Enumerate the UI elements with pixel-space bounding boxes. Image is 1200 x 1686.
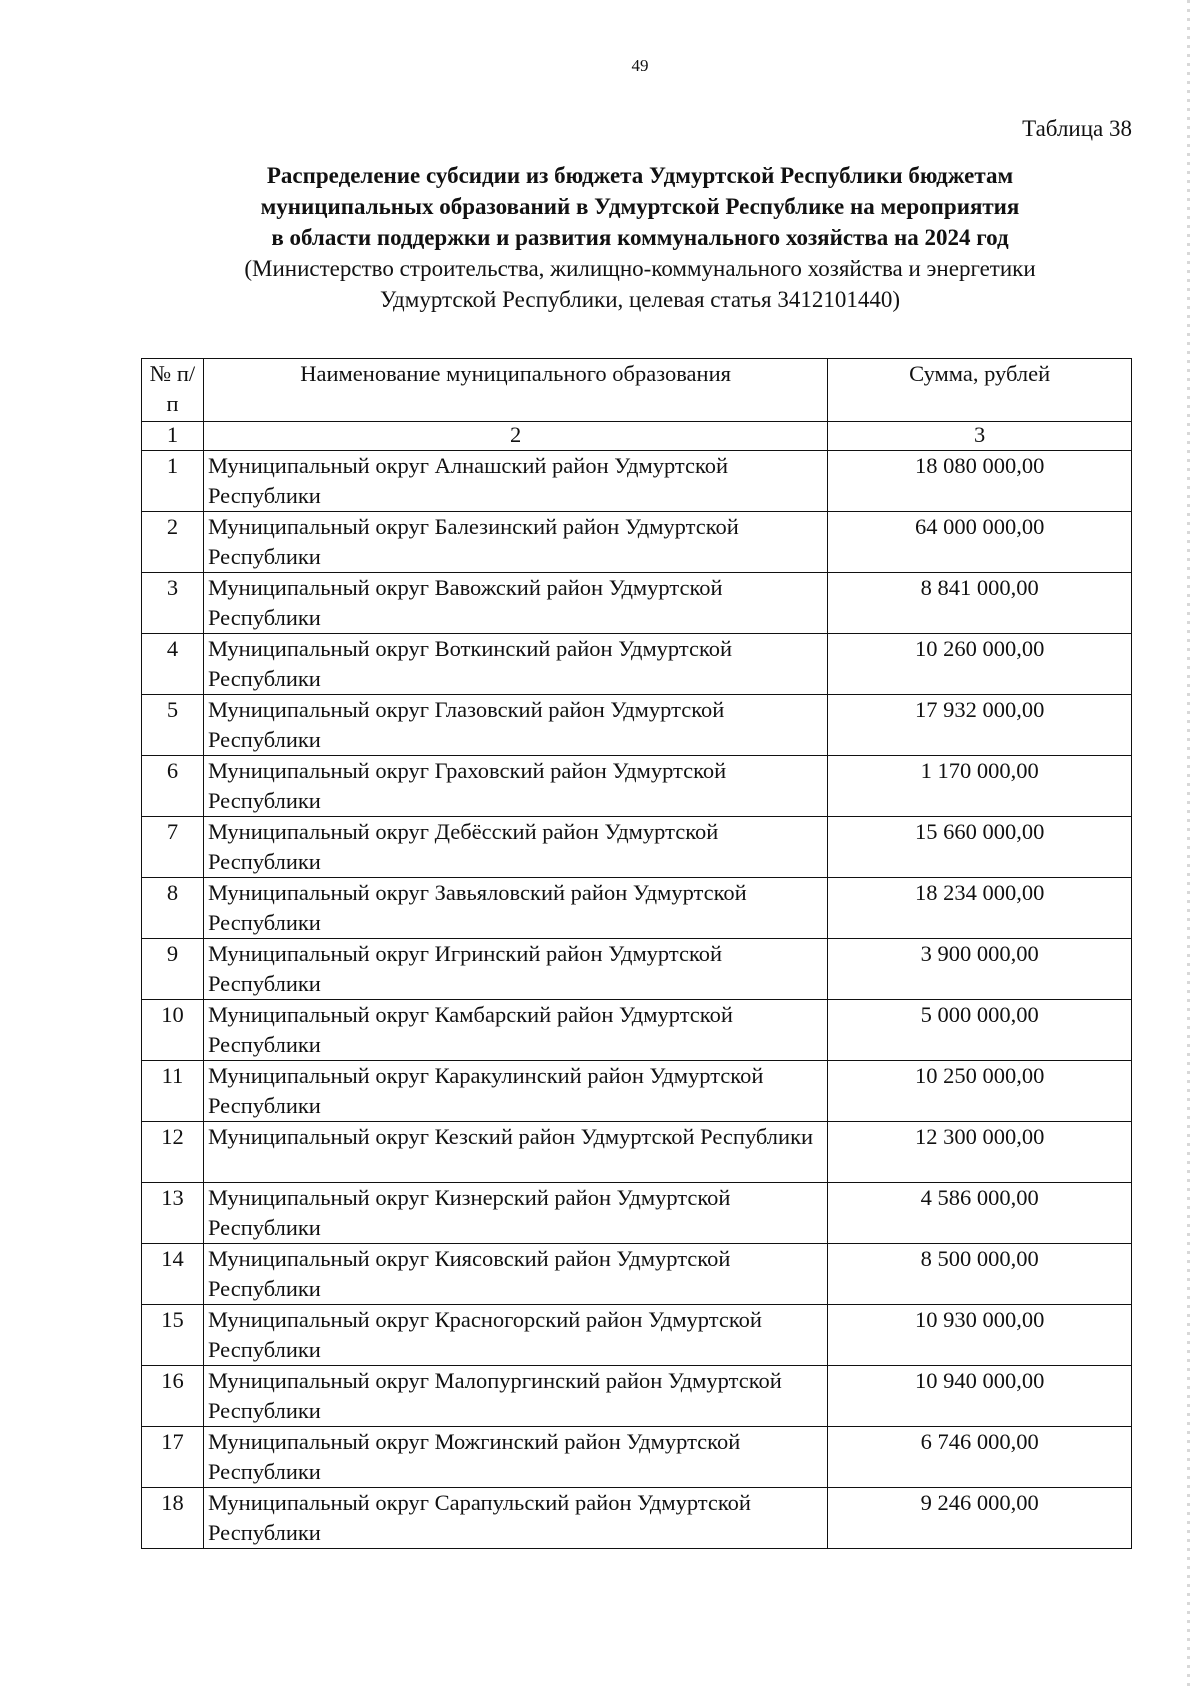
heading-subtitle-line: Удмуртской Республики, целевая статья 3412101440) [380, 287, 900, 312]
table-row [142, 1244, 1132, 1305]
subsidy-amount: 17 932 000,00 [828, 695, 1132, 756]
municipality-name: Муниципальный округ Кизнерский район Удмуртской Республики [203, 1183, 827, 1244]
header-sum: Сумма, рублей [828, 359, 1132, 422]
subsidy-amount: 6 746 000,00 [828, 1427, 1132, 1488]
document-heading [140, 160, 1140, 315]
table-row [142, 1000, 1132, 1061]
row-number: 8 [142, 878, 204, 939]
table-row [142, 1366, 1132, 1427]
subsidy-amount: 3 900 000,00 [828, 939, 1132, 1000]
row-number: 9 [142, 939, 204, 1000]
municipality-name: Муниципальный округ Граховский район Удмуртской Республики [203, 756, 827, 817]
table-row [142, 451, 1132, 512]
table-row [142, 1305, 1132, 1366]
subsidy-amount: 10 930 000,00 [828, 1305, 1132, 1366]
subsidy-amount: 8 500 000,00 [828, 1244, 1132, 1305]
municipality-name: Муниципальный округ Сарапульский район Удмуртской Республики [203, 1488, 827, 1549]
municipality-name: Муниципальный округ Кезский район Удмуртской Республики [203, 1122, 827, 1183]
municipality-name: Муниципальный округ Можгинский район Удмуртской Республики [203, 1427, 827, 1488]
row-number: 6 [142, 756, 204, 817]
table-row [142, 1061, 1132, 1122]
municipality-name: Муниципальный округ Киясовский район Удмуртской Республики [203, 1244, 827, 1305]
heading-subtitle-line: (Министерство строительства, жилищно-коммунального хозяйства и энергетики [244, 256, 1036, 281]
row-number: 13 [142, 1183, 204, 1244]
heading-title-line: Распределение субсидии из бюджета Удмуртской Республики бюджетам [266, 163, 1014, 188]
subsidy-amount: 1 170 000,00 [828, 756, 1132, 817]
subsidy-amount: 10 260 000,00 [828, 634, 1132, 695]
column-number: 2 [203, 422, 827, 451]
municipality-name: Муниципальный округ Глазовский район Удмуртской Республики [203, 695, 827, 756]
page-number: 49 [631, 56, 649, 75]
row-number: 3 [142, 573, 204, 634]
row-number: 14 [142, 1244, 204, 1305]
subsidy-amount: 18 234 000,00 [828, 878, 1132, 939]
municipality-name: Муниципальный округ Камбарский район Удмуртской Республики [203, 1000, 827, 1061]
table-row [142, 634, 1132, 695]
column-number: 3 [828, 422, 1132, 451]
table-row [142, 573, 1132, 634]
municipality-name: Муниципальный округ Каракулинский район Удмуртской Республики [203, 1061, 827, 1122]
table-row [142, 1122, 1132, 1183]
municipality-name: Муниципальный округ Балезинский район Удмуртской Республики [203, 512, 827, 573]
row-number: 17 [142, 1427, 204, 1488]
scan-edge-artifact [1187, 0, 1190, 1686]
subsidy-table [141, 358, 1132, 1549]
row-number: 15 [142, 1305, 204, 1366]
table-row [142, 878, 1132, 939]
subsidy-amount: 10 940 000,00 [828, 1366, 1132, 1427]
row-number: 2 [142, 512, 204, 573]
table-label: Таблица 38 [1022, 116, 1132, 141]
row-number: 4 [142, 634, 204, 695]
municipality-name: Муниципальный округ Завьяловский район Удмуртской Республики [203, 878, 827, 939]
table-row [142, 817, 1132, 878]
table-row [142, 756, 1132, 817]
subsidy-amount: 4 586 000,00 [828, 1183, 1132, 1244]
subsidy-amount: 12 300 000,00 [828, 1122, 1132, 1183]
column-number-row [142, 422, 1132, 451]
row-number: 12 [142, 1122, 204, 1183]
municipality-name: Муниципальный округ Малопургинский район Удмуртской Республики [203, 1366, 827, 1427]
subsidy-amount: 15 660 000,00 [828, 817, 1132, 878]
municipality-name: Муниципальный округ Дебёсский район Удмуртской Республики [203, 817, 827, 878]
subsidy-amount: 5 000 000,00 [828, 1000, 1132, 1061]
table-body [142, 451, 1132, 1549]
row-number: 5 [142, 695, 204, 756]
header-name: Наименование муниципального образования [203, 359, 827, 422]
row-number: 16 [142, 1366, 204, 1427]
table-row [142, 1488, 1132, 1549]
column-number: 1 [142, 422, 204, 451]
table-row [142, 939, 1132, 1000]
subsidy-amount: 8 841 000,00 [828, 573, 1132, 634]
row-number: 7 [142, 817, 204, 878]
table-row [142, 512, 1132, 573]
heading-title-line: в области поддержки и развития коммунального хозяйства на 2024 год [271, 225, 1009, 250]
municipality-name: Муниципальный округ Красногорский район Удмуртской Республики [203, 1305, 827, 1366]
municipality-name: Муниципальный округ Воткинский район Удмуртской Республики [203, 634, 827, 695]
row-number: 18 [142, 1488, 204, 1549]
subsidy-amount: 10 250 000,00 [828, 1061, 1132, 1122]
municipality-name: Муниципальный округ Алнашский район Удмуртской Республики [203, 451, 827, 512]
heading-title-line: муниципальных образований в Удмуртской Республике на мероприятия [260, 194, 1020, 219]
header-num: № п/п [142, 359, 204, 422]
row-number: 11 [142, 1061, 204, 1122]
subsidy-amount: 64 000 000,00 [828, 512, 1132, 573]
table-row [142, 1427, 1132, 1488]
table-row [142, 1183, 1132, 1244]
table-row [142, 695, 1132, 756]
municipality-name: Муниципальный округ Вавожский район Удмуртской Республики [203, 573, 827, 634]
municipality-name: Муниципальный округ Игринский район Удмуртской Республики [203, 939, 827, 1000]
table-header-row [142, 359, 1132, 422]
subsidy-amount: 9 246 000,00 [828, 1488, 1132, 1549]
subsidy-amount: 18 080 000,00 [828, 451, 1132, 512]
row-number: 1 [142, 451, 204, 512]
row-number: 10 [142, 1000, 204, 1061]
